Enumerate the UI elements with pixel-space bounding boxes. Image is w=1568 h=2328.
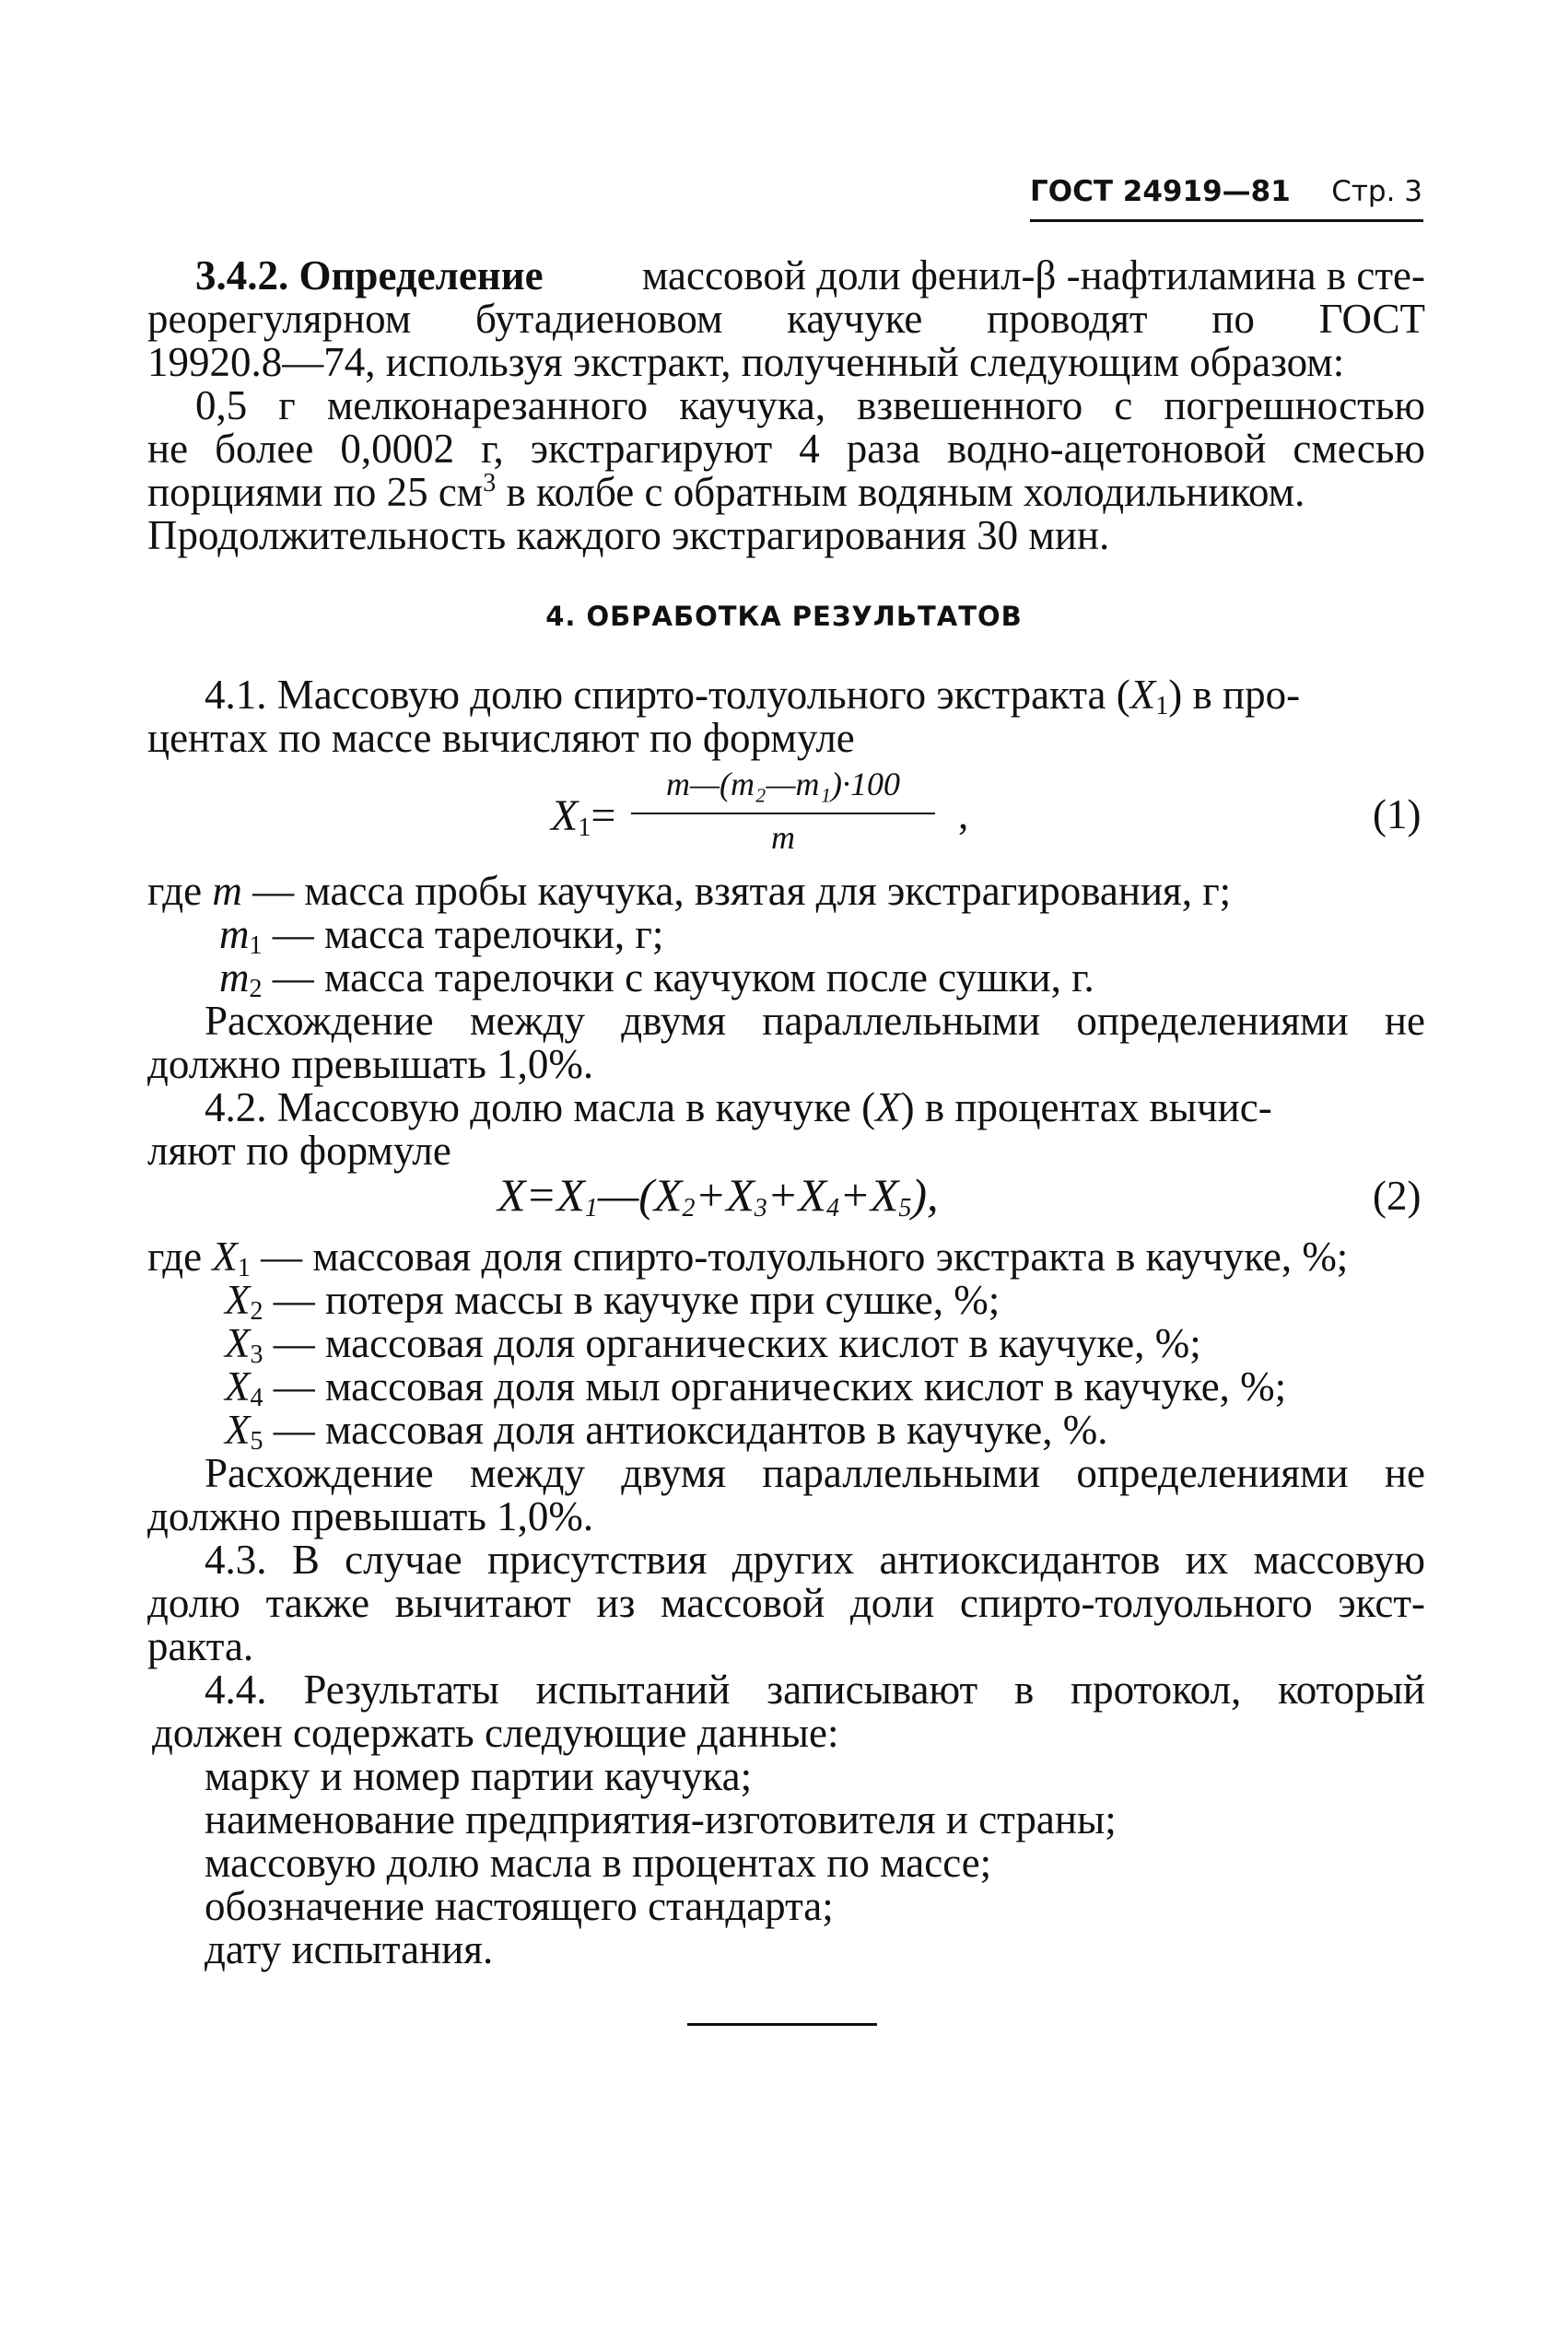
note-1-line-2: должно превышать 1,0%. [147, 1041, 594, 1087]
clause-3-4-2-line-5 [147, 428, 1425, 470]
legend-x5: $X_5$ — массовая доля антиоксидантов в каучуке, %. [225, 1407, 1108, 1456]
numerator: m—(m₂—m₁)·100 [665, 766, 901, 802]
formula-1-fraction [631, 765, 935, 866]
running-header [1030, 175, 1422, 208]
text-line: массовой доли фенил-β -нафтиламина в сте- [641, 252, 1425, 298]
clause-3-4-2-line-6 [147, 469, 1305, 515]
formula-1-comma: , [958, 791, 969, 837]
clause-4-1-line-2: центах по массе вычисляют по формуле [147, 715, 855, 761]
note-1-line-1: Расхождение между двумя параллельными определениями не [205, 998, 1425, 1044]
text-fragment: 4.1. Массовую долю спирто-толуольного экстракта ( [205, 672, 1130, 718]
legend-x3: $X_3$ — массовая доля органических кислот в каучуке, %; [225, 1320, 1201, 1369]
legend-m: где m — масса пробы каучука, взятая для экстрагирования, г; [147, 868, 1232, 914]
clause-3-4-2-line-4 [195, 382, 1425, 428]
list-item: обозначение настоящего стандарта; [205, 1883, 834, 1929]
formula-1-lhs: $X_1=$ [551, 791, 616, 842]
standard-designation: ГОСТ 24919—81 [1030, 175, 1291, 208]
clause-3-4-2-line-3: 19920.8—74, используя экстракт, полученный следующим образом: [147, 339, 1345, 385]
clause-4-3-line-3: ракта. [147, 1623, 254, 1669]
list-item: массовую долю масла в процентах по массе; [205, 1840, 992, 1886]
formula-1-number: (1) [1373, 791, 1422, 837]
end-rule [687, 2023, 877, 2026]
clause-4-4-line-1: 4.4. Результаты испытаний записывают в протокол, который [205, 1667, 1425, 1713]
list-item: наименование предприятия-изготовителя и страны; [205, 1796, 1117, 1843]
legend-x1: где $X_1$ — массовая доля спирто-толуольного экстракта в каучуке, %; [147, 1234, 1349, 1282]
clause-number: 3.4.2. [195, 252, 289, 298]
clause-4-3-line-1: 4.3. В случае присутствия других антиоксидантов их массовую [205, 1537, 1425, 1583]
subscript: 1 [1155, 692, 1169, 720]
clause-3-4-2-line-1 [195, 252, 1425, 298]
clause-3-4-2-line-7: Продолжительность каждого экстрагирования 30 мин. [147, 512, 1110, 558]
variable: X [1129, 672, 1156, 718]
legend-x2: $X_2$ — потеря массы в каучуке при сушке, %; [225, 1277, 1000, 1326]
legend-m2: $m_2$ — масса тарелочки с каучуком после сушки, г. [219, 954, 1094, 1003]
denominator: m [771, 819, 795, 856]
text-fragment: порциями по 25 см [147, 469, 484, 515]
header-rule [1030, 219, 1423, 222]
note-2-line-1: Расхождение между двумя параллельными определениями не [205, 1450, 1425, 1496]
legend-x4: $X_4$ — массовая доля мыл органических кислот в каучуке, %; [225, 1363, 1287, 1412]
clause-4-2-line-1: 4.2. Массовую долю масла в каучуке (X) в процентах вычис- [205, 1084, 1272, 1130]
formula-2: $X=X_1—(X_2+X_3+X_4+X_5)$, [497, 1169, 939, 1222]
clause-4-4-line-2: должен содержать следующие данные: [152, 1710, 839, 1756]
list-item: дату испытания. [205, 1926, 494, 1972]
superscript: 3 [483, 469, 497, 497]
text-fragment: ) в про- [1168, 672, 1301, 718]
text-line: 0,5 г мелконарезанного каучука, взвешенного с погрешностью [195, 382, 1425, 428]
clause-title: Определение [298, 252, 544, 298]
text-fragment: в колбе с обратным водяным холодильником. [496, 469, 1305, 515]
text-line: реорегулярном бутадиеновом каучуке проводят по ГОСТ [147, 296, 1425, 342]
clause-4-1-line-1 [205, 672, 1425, 720]
formula-2-number: (2) [1373, 1173, 1422, 1219]
fraction-bar [631, 813, 935, 814]
section-title: 4. ОБРАБОТКА РЕЗУЛЬТАТОВ [545, 601, 1023, 632]
clause-4-3-line-2: долю также вычитают из массовой доли спирто-толуольного экст- [147, 1580, 1425, 1626]
clause-3-4-2-line-2 [147, 298, 1425, 340]
clause-4-2-line-2: ляют по формуле [147, 1128, 451, 1174]
list-item: марку и номер партии каучука; [205, 1753, 753, 1799]
note-2-line-2: должно превышать 1,0%. [147, 1493, 594, 1539]
page-number: Стр. 3 [1331, 175, 1422, 208]
text-line: не более 0,0002 г, экстрагируют 4 раза водно-ацетоновой смесью [147, 426, 1425, 472]
legend-m1: $m_1$ — масса тарелочки, г; [219, 911, 664, 960]
